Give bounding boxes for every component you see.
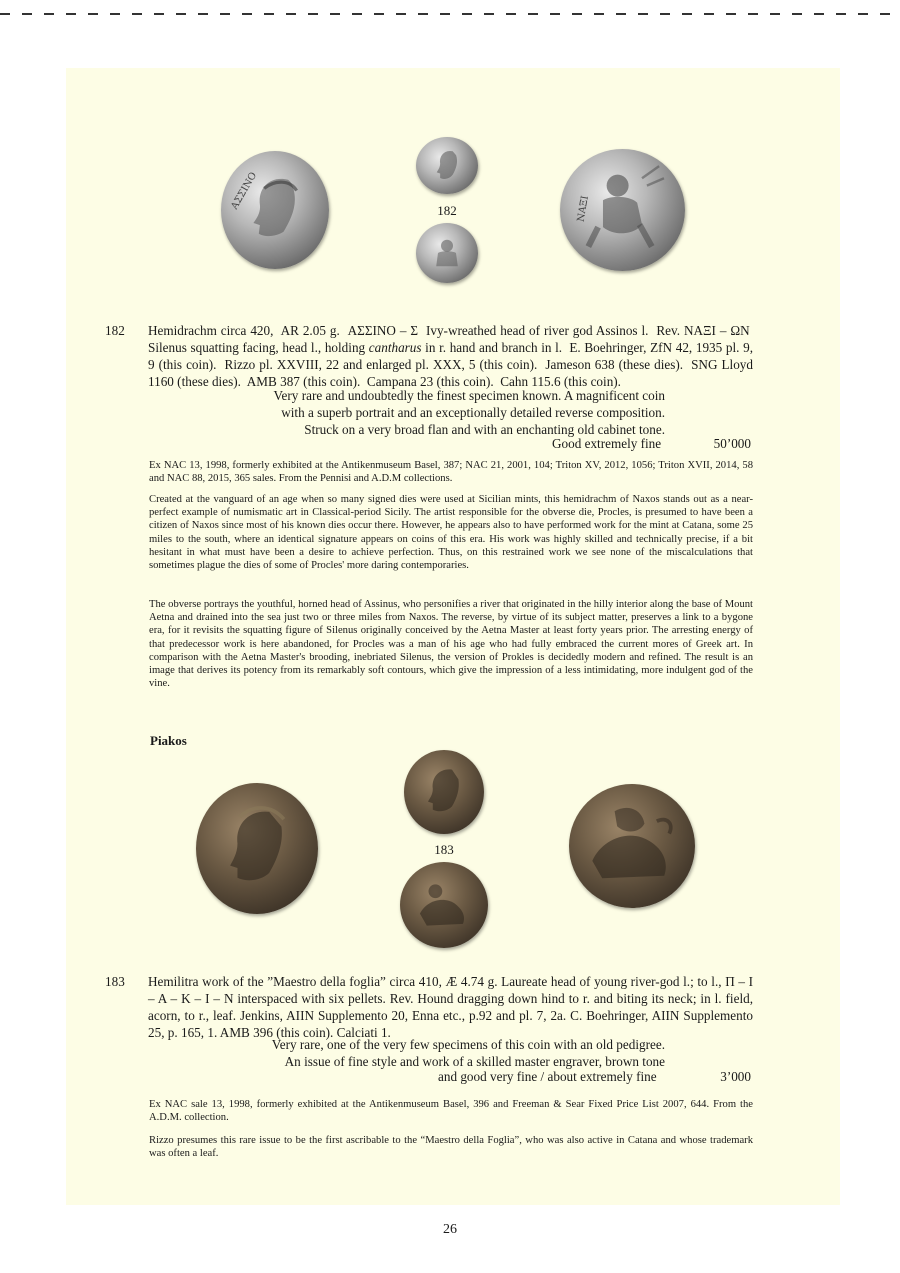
lot-182-commentary-2: The obverse portrays the youthful, horned head of Assinus, who personifies a river that originated in the hilly interior along the base of Mount Aetna and drained into the sea just two or three miles from Naxos. The reverse, by virtue of its subject matter, preserves a link to a bygone era, for it revisits the squatting figure of Silenus originally conceived by the Aetna Master at least forty years prior. The arresting energy of that predecessor work is here abandoned, for Procles was a man of his age who had fully embraced the current mores of Greek art. In comparison with the Aetna Master's brooding, inebriated Silenus, the version of Prokles is decidedly modern and refined. The result is an image that derives its potency from its remarkably soft contours, which give the impression of a less intimidating, more indulgent god of the vine. — [149, 599, 753, 690]
lot-183-number: 183 — [105, 974, 125, 989]
top-dashed-rule — [0, 0, 900, 20]
page-number: 26 — [443, 1222, 457, 1237]
coin-182-obverse-small-image — [416, 137, 478, 194]
river-god-head-small-icon — [404, 750, 484, 834]
lot-183-provenance: Ex NAC sale 13, 1998, formerly exhibited at the Antikenmuseum Basel, 396 and Freeman & Sear Fixed Price List 2007, 644. From the A.D.M. collection. — [149, 1099, 753, 1124]
coin-182-reverse-small-image — [416, 223, 478, 283]
coin-183-reverse-small-image — [400, 862, 488, 948]
lot-183-remarks — [150, 1036, 665, 1070]
lot-182-commentary-1: Created at the vanguard of an age when so many signed dies were used at Sicilian mints, this hemidrachm of Naxos stands out as a near-perfect example of numismatic art in Classical-period Sicily. The artist responsible for the obverse die, Procles, is presumed to have been a citizen of Naxos since most of his known dies occur there. However, he appears also to have performed work for the mint at Catana, some 25 miles to the south, where an identical signature appears on coins of this era. His work was highly skilled and technically precise, if a bit hesitant in what must have been a desire to achieve perfection. Thus, on this restrained work we see none of the miscalculations that sometimes plague the dies of some of Procles' more daring contemporaries. — [149, 494, 753, 572]
silenus-squatting-icon — [560, 149, 685, 271]
hound-and-hind-small-icon — [400, 862, 488, 948]
lot-182-description: Hemidrachm circa 420, AR 2.05 g. ΑΣΣΙΝΟ – Σ Ivy-wreathed head of river god Assinos l. Rev. ΝΑΞΙ – ΩΝ Silenus squatting facing, head l., holding cantharus in r. hand and branch in l. E. Boehringer, ZfN 42, 1935 pl. 9, 9 (this coin). Rizzo pl. XXVIII, 22 and enlarged pl. XXX, 5 (this coin). Jameson 638 (these dies). SNG Lloyd 1160 (these dies). AMB 387 (this coin). Campana 23 (this coin). Cahn 115.6 (this coin). — [148, 323, 753, 389]
lot-182-entry — [105, 322, 755, 392]
river-god-head-small-icon — [416, 137, 478, 194]
hound-dragging-hind-icon — [569, 784, 695, 908]
lot-183-price: 3’000 — [720, 1069, 751, 1084]
lot-182-provenance: Ex NAC 13, 1998, formerly exhibited at the Antikenmuseum Basel, 387; NAC 21, 2001, 104; Triton XV, 2012, 1056; Triton XVII, 2014, 58 and NAC 88, 2015, 365 sales. From the Pennisi and A.D.M collections. — [149, 460, 753, 485]
lot-183-description: Hemilitra work of the ”Maestro della foglia” circa 410, Æ 4.74 g. Laureate head of young river-god l.; to l., Π – Ι – Α – Κ – Ι – Ν interspaced with six pellets. Rev. Hound dragging down hind to r. and biting its neck; in l. field, acorn, to r., leaf. Jenkins, AIIN Supplemento 20, Enna etc., p.92 and pl. 7, 2a. C. Boehringer, AIIN Supplemento 25, p. 165, 1. AMB 396 (this coin). Calciati 1. — [148, 974, 753, 1040]
lot-183-entry — [105, 973, 755, 1043]
lot-182-remark-line: with a superb portrait and an exceptionally detailed reverse composition. — [281, 405, 665, 420]
lot-182-remarks — [150, 387, 665, 438]
lot-182-remark-line: Very rare and undoubtedly the finest specimen known. A magnificent coin — [273, 388, 665, 403]
lot-182-remark-line: Struck on a very broad flan and with an enchanting old cabinet tone. — [304, 422, 665, 437]
lot-183-remark-line: Very rare, one of the very few specimens of this coin with an old pedigree. — [271, 1037, 665, 1052]
section-heading-piakos: Piakos — [150, 733, 187, 748]
lot-182-price: 50’000 — [713, 436, 751, 451]
lot-182-number: 182 — [105, 323, 125, 338]
silenus-small-icon — [416, 223, 478, 283]
young-river-god-head-icon — [196, 783, 318, 914]
svg-text:ΝΑΞΙ: ΝΑΞΙ — [575, 194, 591, 223]
coin-182-label: 182 — [437, 203, 457, 218]
coin-183-reverse-large-image — [569, 784, 695, 908]
lot-183-remark-line: An issue of fine style and work of a skilled master engraver, brown tone — [284, 1054, 665, 1069]
coin-183-label: 183 — [434, 842, 454, 857]
lot-183-grade: and good very fine / about extremely fine — [438, 1069, 657, 1084]
svg-text:ΑΣΣΙΝΟ: ΑΣΣΙΝΟ — [229, 170, 260, 212]
lot-182-grade: Good extremely fine — [552, 436, 662, 451]
coin-182-obverse-large-image — [221, 151, 329, 269]
coin-183-obverse-small-image — [404, 750, 484, 834]
river-god-head-icon — [221, 151, 329, 269]
coin-182-reverse-large-image — [560, 149, 685, 271]
coin-183-obverse-large-image — [196, 783, 318, 914]
lot-183-commentary: Rizzo presumes this rare issue to be the first ascribable to the “Maestro della Foglia”, who was also active in Catana and whose trademark was often a leaf. — [149, 1135, 753, 1160]
